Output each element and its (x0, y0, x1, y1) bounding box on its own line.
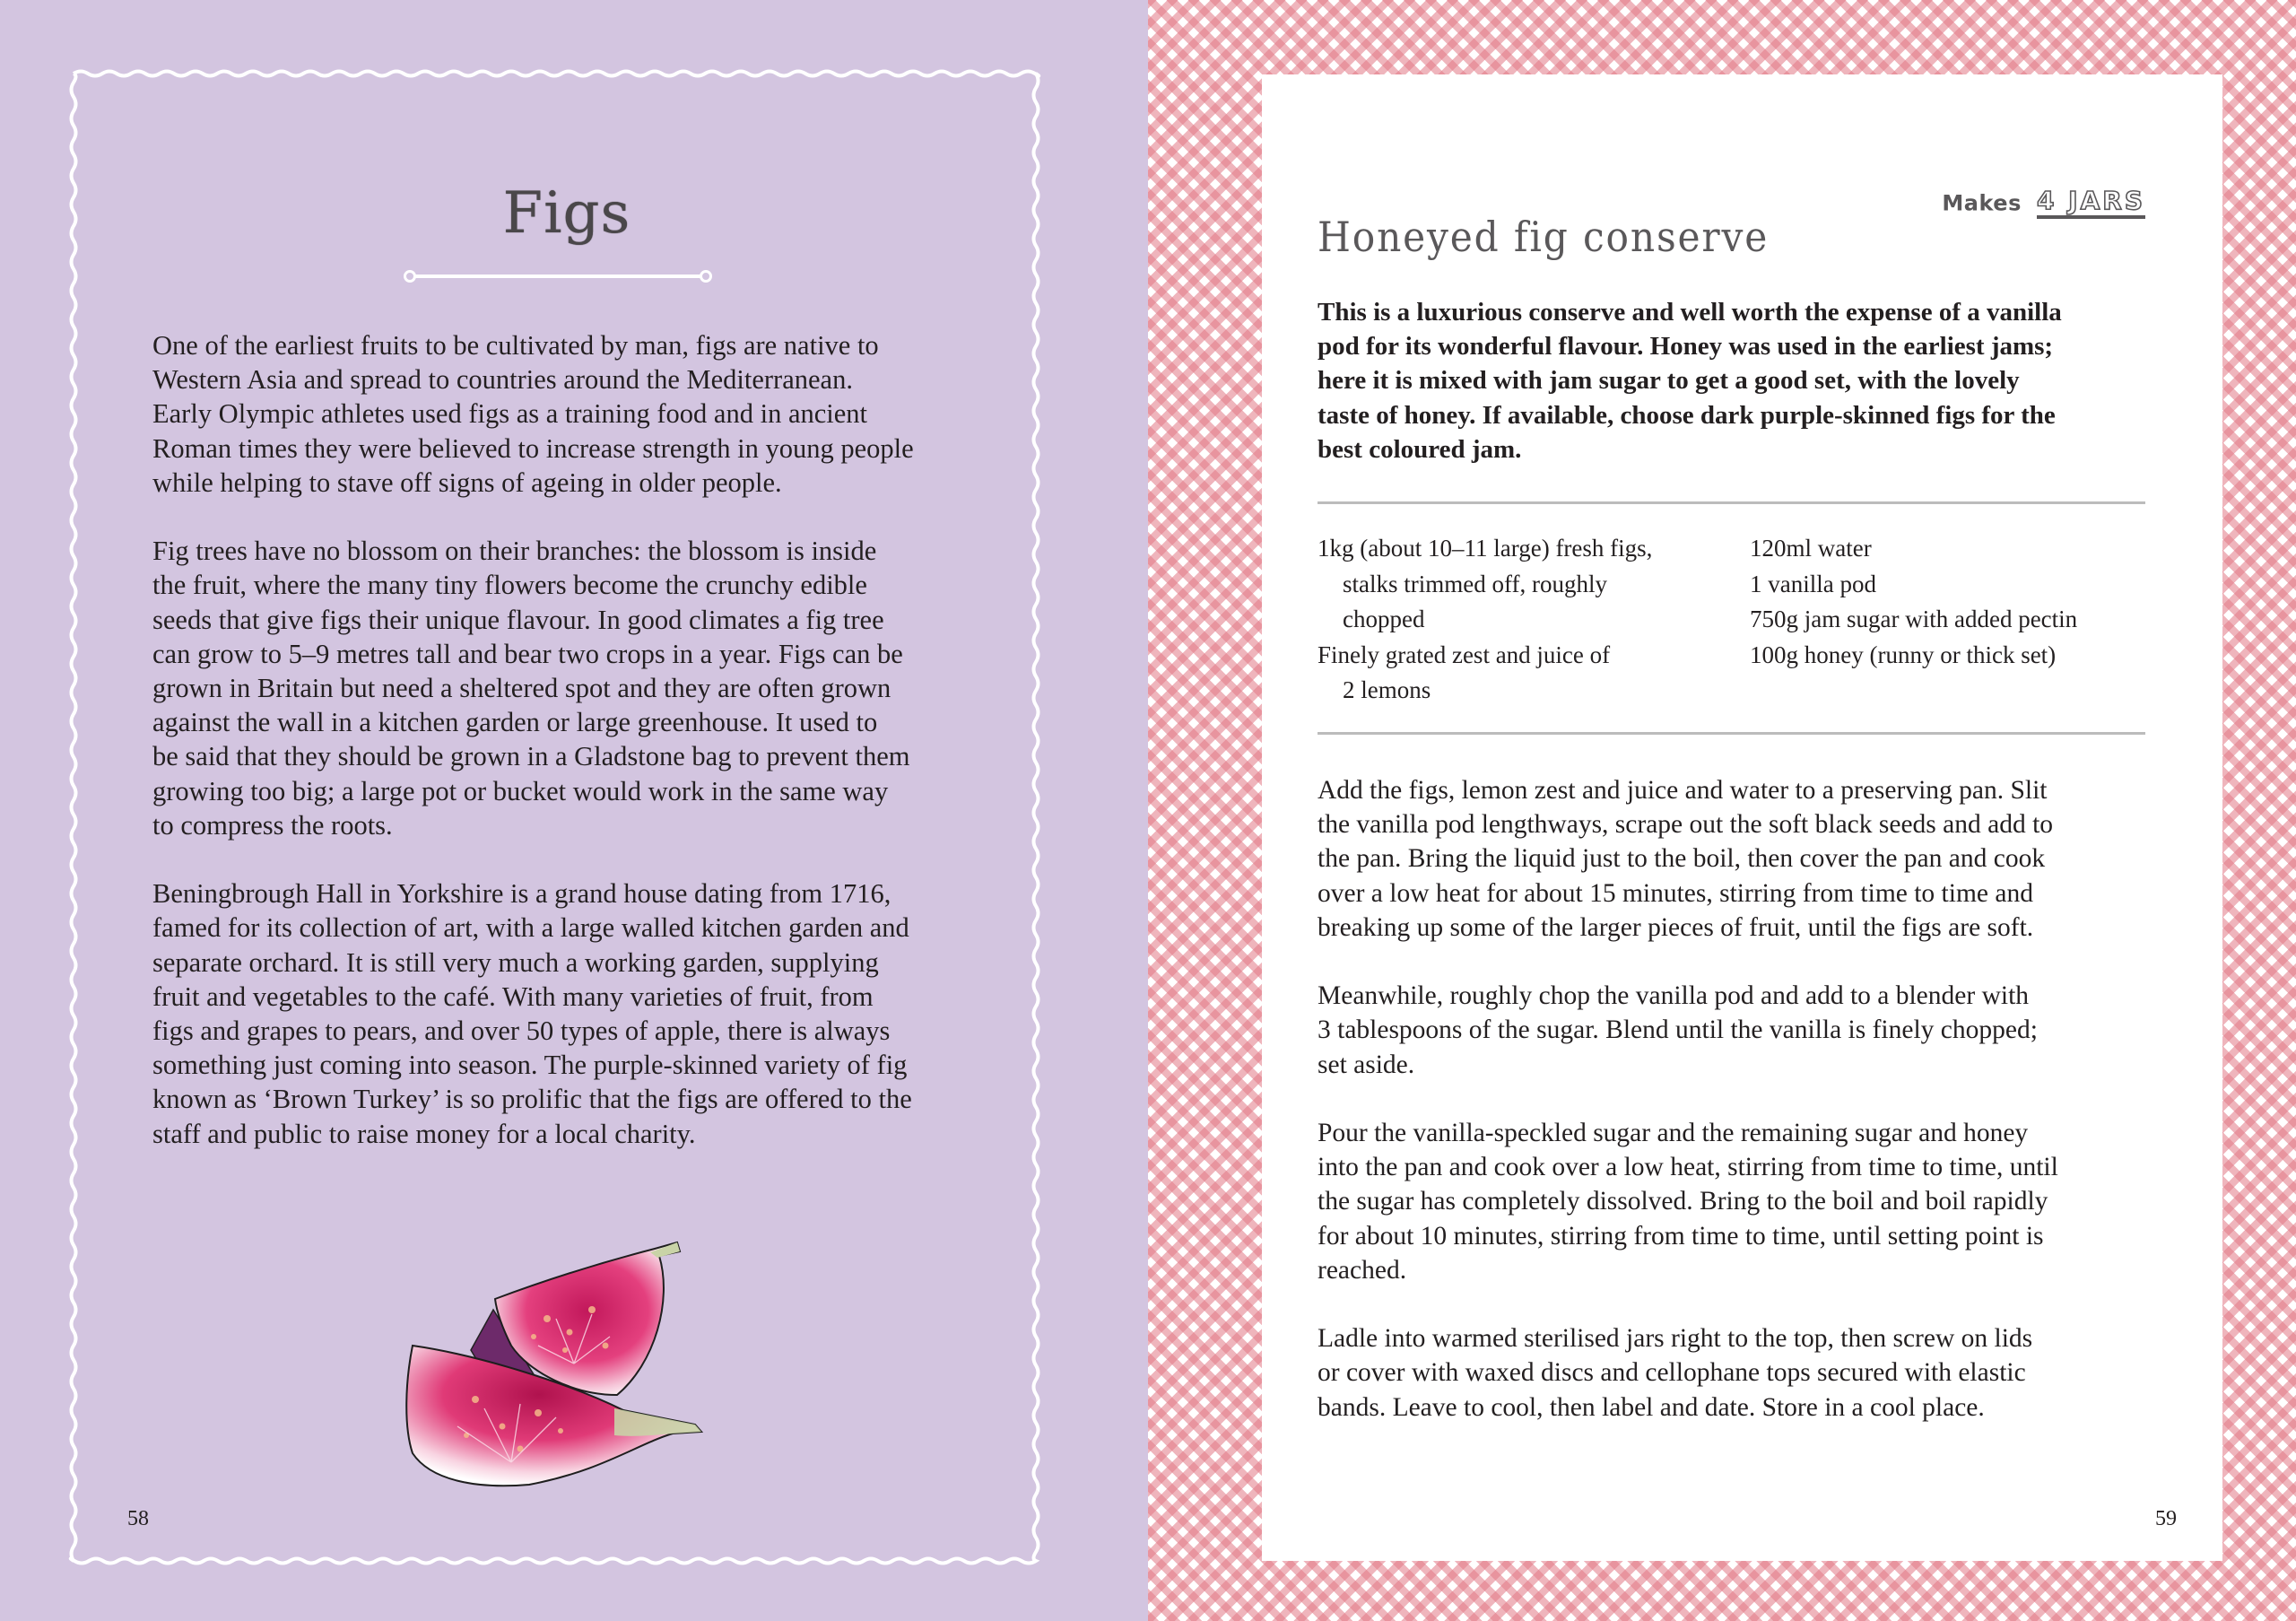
text-line: against the wall in a kitchen garden or large greenhouse. It used to (152, 707, 878, 738)
text-line: reached. (1318, 1255, 1407, 1285)
figs-article-body (152, 328, 978, 1185)
ingredient-item (1318, 638, 1652, 709)
page-number: 58 (127, 1507, 149, 1530)
ingredients-column-2 (1750, 531, 2077, 673)
text-line: Western Asia and spread to countries around the Mediterranean. (152, 364, 853, 396)
text-line: Add the figs, lemon zest and juice and water to a preserving pan. Slit (1318, 776, 2048, 805)
text-line: bands. Leave to cool, then label and date. Store in a cool place. (1318, 1392, 1985, 1422)
ingredient-text: 1kg (about 10–11 large) fresh figs, (1318, 535, 1653, 562)
text-line: over a low heat for about 15 minutes, stirring from time to time and (1318, 878, 2033, 908)
text-line: Fig trees have no blossom on their branches: the blossom is inside (152, 536, 877, 567)
ingredient-text-continued: chopped (1343, 606, 1425, 633)
ingredient-text-continued: stalks trimmed off, roughly (1343, 570, 1607, 597)
recipe-intro (1318, 295, 2161, 466)
text-line: the pan. Bring the liquid just to the boil, then cover the pan and cook (1318, 844, 2046, 874)
text-line: separate orchard. It is still very much a working garden, supplying (152, 946, 879, 978)
text-line: grown in Britain but need a sheltered spot and they are often grown (152, 673, 891, 704)
paragraph (152, 876, 978, 1151)
text-line: pod for its wonderful flavour. Honey was used in the earliest jams; (1318, 332, 2054, 362)
paragraph (1318, 1116, 2179, 1287)
ingredient-item: 750g jam sugar with added pectin (1750, 606, 2078, 633)
text-line: Beningbrough Hall in Yorkshire is a grand house dating from 1716, (152, 878, 891, 910)
ingredient-text: Finely grated zest and juice of (1318, 641, 1611, 668)
text-line: the vanilla pod lengthways, scrape out the soft black seeds and add to (1318, 810, 2054, 840)
text-line: famed for its collection of art, with a large walled kitchen garden and (152, 912, 909, 944)
text-line: One of the earliest fruits to be cultivated by man, figs are native to (152, 330, 879, 361)
paragraph (152, 534, 978, 842)
yield-info (1942, 187, 2145, 219)
text-line: the fruit, where the many tiny flowers become the crunchy edible (152, 570, 867, 601)
text-line: Ladle into warmed sterilised jars right to the top, then screw on lids (1318, 1324, 2033, 1354)
recipe-method (1318, 773, 2179, 1459)
fig-slices-illustration (386, 1220, 718, 1489)
paragraph (1318, 773, 2179, 945)
text-line: Roman times they were believed to increase strength in young people (152, 432, 914, 464)
divider-top (1318, 501, 2145, 504)
text-line: the sugar has completely dissolved. Bring to the boil and boil rapidly (1318, 1187, 2048, 1216)
ingredient-item: 100g honey (runny or thick set) (1750, 641, 2057, 668)
ingredient-item: 1 vanilla pod (1750, 570, 1876, 597)
paragraph (1318, 1321, 2179, 1425)
yield-label: Makes (1942, 190, 2022, 216)
recipe-title: Honeyed fig conserve (1318, 213, 1770, 262)
ingredients-column-1 (1318, 531, 1652, 709)
divider-bottom (1318, 732, 2145, 735)
text-line: figs and grapes to pears, and over 50 types of apple, there is always (152, 1015, 891, 1047)
text-line: here it is mixed with jam sugar to get a good set, with the lovely (1318, 366, 2020, 396)
text-line: Early Olympic athletes used figs as a training food and in ancient (152, 398, 868, 430)
page-title: Figs (502, 179, 631, 247)
recipe-card (1262, 74, 2222, 1561)
text-line: for about 10 minutes, stirring from time to time, until setting point is (1318, 1221, 2044, 1251)
text-line: staff and public to raise money for a local charity. (152, 1118, 696, 1149)
text-line: into the pan and cook over a low heat, stirring from time to time, until (1318, 1153, 2058, 1182)
text-line: breaking up some of the larger pieces of fruit, until the figs are soft. (1318, 912, 2034, 942)
text-line: This is a luxurious conserve and well worth the expense of a vanilla (1318, 298, 2062, 327)
yield-value: 4 JARS (2037, 187, 2145, 219)
text-line: growing too big; a large pot or bucket would work in the same way (152, 775, 889, 806)
text-line: can grow to 5–9 metres tall and bear two crops in a year. Figs can be (152, 638, 903, 669)
text-line: something just coming into season. The purple-skinned variety of fig (152, 1050, 908, 1081)
right-page-gingham-background (1148, 0, 2296, 1621)
text-line: Pour the vanilla-speckled sugar and the remaining sugar and honey (1318, 1119, 2029, 1147)
text-line: taste of honey. If available, choose dark purple-skinned figs for the (1318, 400, 2056, 430)
text-line: be said that they should be grown in a Gladstone bag to prevent them (152, 741, 910, 772)
text-line: fruit and vegetables to the café. With many varieties of fruit, from (152, 980, 874, 1012)
text-line: while helping to stave off signs of ageing in older people. (152, 466, 782, 498)
text-line: 3 tablespoons of the sugar. Blend until the vanilla is finely chopped; (1318, 1015, 2038, 1045)
text-line: or cover with waxed discs and cellophane tops secured with elastic (1318, 1358, 2026, 1388)
ingredient-text-continued: 2 lemons (1343, 676, 1431, 704)
ingredient-item: 120ml water (1750, 535, 1872, 562)
ingredient-item (1318, 531, 1652, 638)
text-line: to compress the roots. (152, 809, 393, 841)
paragraph (1318, 979, 2179, 1082)
text-line: known as ‘Brown Turkey’ is so prolific that the figs are offered to the (152, 1084, 912, 1115)
paragraph (152, 328, 978, 500)
text-line: set aside. (1318, 1050, 1415, 1079)
title-ornament-divider (402, 267, 714, 285)
text-line: Meanwhile, roughly chop the vanilla pod and add to a blender with (1318, 981, 2030, 1011)
text-line: best coloured jam. (1318, 434, 1522, 464)
text-line: seeds that give figs their unique flavour. In good climates a fig tree (152, 604, 884, 635)
page-number: 59 (2155, 1507, 2177, 1530)
